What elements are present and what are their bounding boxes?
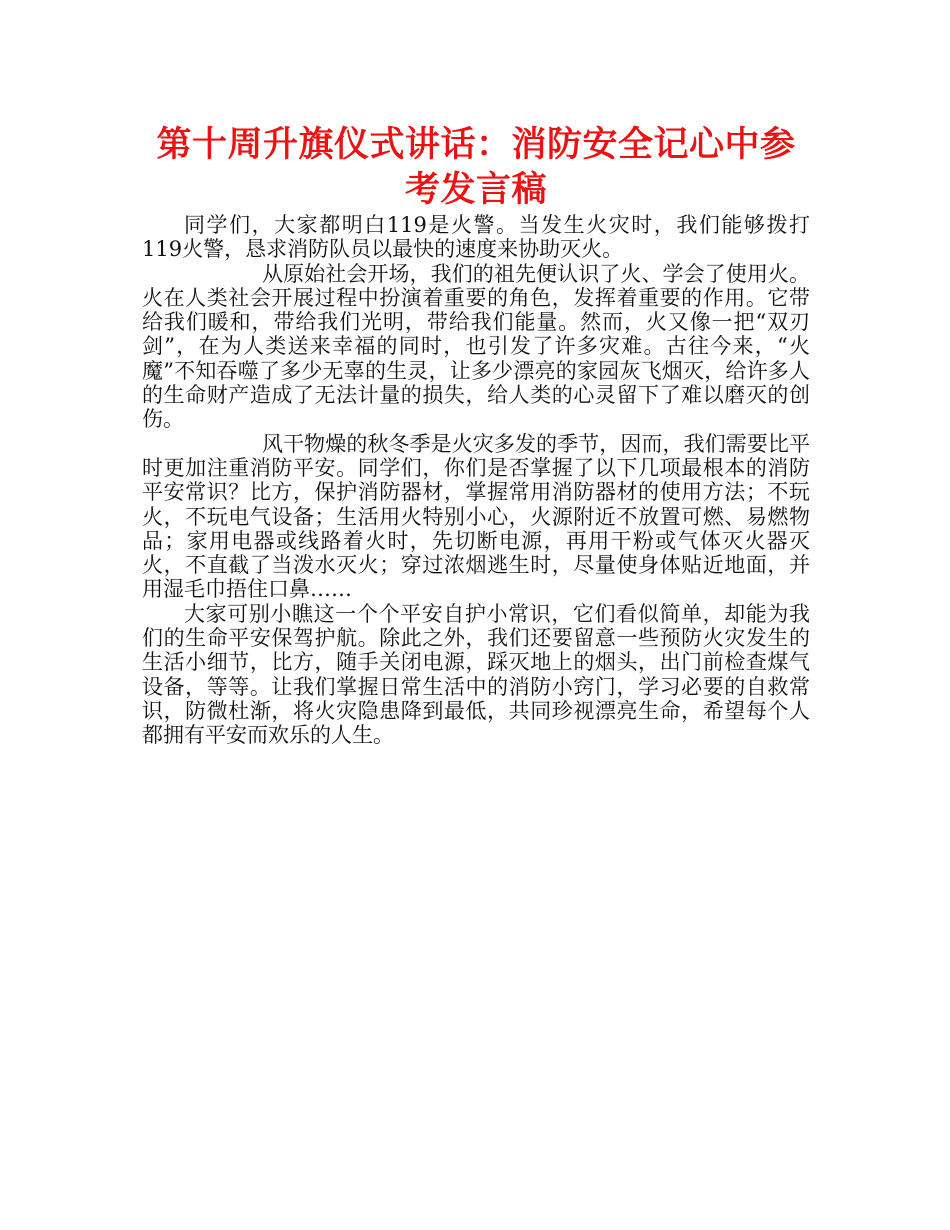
paragraph-1: 同学们，大家都明白119是火警。当发生火灾时，我们能够拨打119火警，恳求消防队员以最快的速度来协助灭火。 bbox=[142, 213, 810, 262]
document-title: 第十周升旗仪式讲话：消防安全记心中参考发言稿 bbox=[156, 125, 796, 210]
paragraph-2: 从原始社会开场，我们的祖先便认识了火、学会了使用火。火在人类社会开展过程中扮演着重要的角色，发挥着重要的作用。它带给我们暖和，带给我们光明，带给我们能量。然而，火又像一把“双刃剑”，在为人类送来幸福的同时，也引发了许多灾难。古往今来，“火魔”不知吞噬了多少无辜的生灵，让多少漂亮的家园灰飞烟灭，给许多人的生命财产造成了无法计量的损失，给人类的心灵留下了难以磨灭的创伤。 bbox=[142, 261, 810, 432]
document-body bbox=[142, 213, 810, 748]
paragraph-3: 风干物燥的秋冬季是火灾多发的季节，因而，我们需要比平时更加注重消防平安。同学们，你们是否掌握了以下几项最根本的消防平安常识？比方，保护消防器材，掌握常用消防器材的使用方法；不玩火，不玩电气设备；生活用火特别小心，火源附近不放置可燃、易燃物品；家用电器或线路着火时，先切断电源，再用干粉或气体灭火器灭火，不直截了当泼水灭火；穿过浓烟逃生时，尽量使身体贴近地面，并用湿毛巾捂住口鼻…… bbox=[142, 431, 810, 602]
document-content bbox=[142, 123, 810, 748]
paragraph-4: 大家可别小瞧这一个个平安自护小常识，它们看似简单，却能为我们的生命平安保驾护航。除此之外，我们还要留意一些预防火灾发生的生活小细节，比方，随手关闭电源，踩灭地上的烟头，出门前检查煤气设备，等等。让我们掌握日常生活中的消防小窍门，学习必要的自救常识，防微杜渐，将火灾隐患降到最低，共同珍视漂亮生命，希望每个人都拥有平安而欢乐的人生。 bbox=[142, 601, 810, 748]
